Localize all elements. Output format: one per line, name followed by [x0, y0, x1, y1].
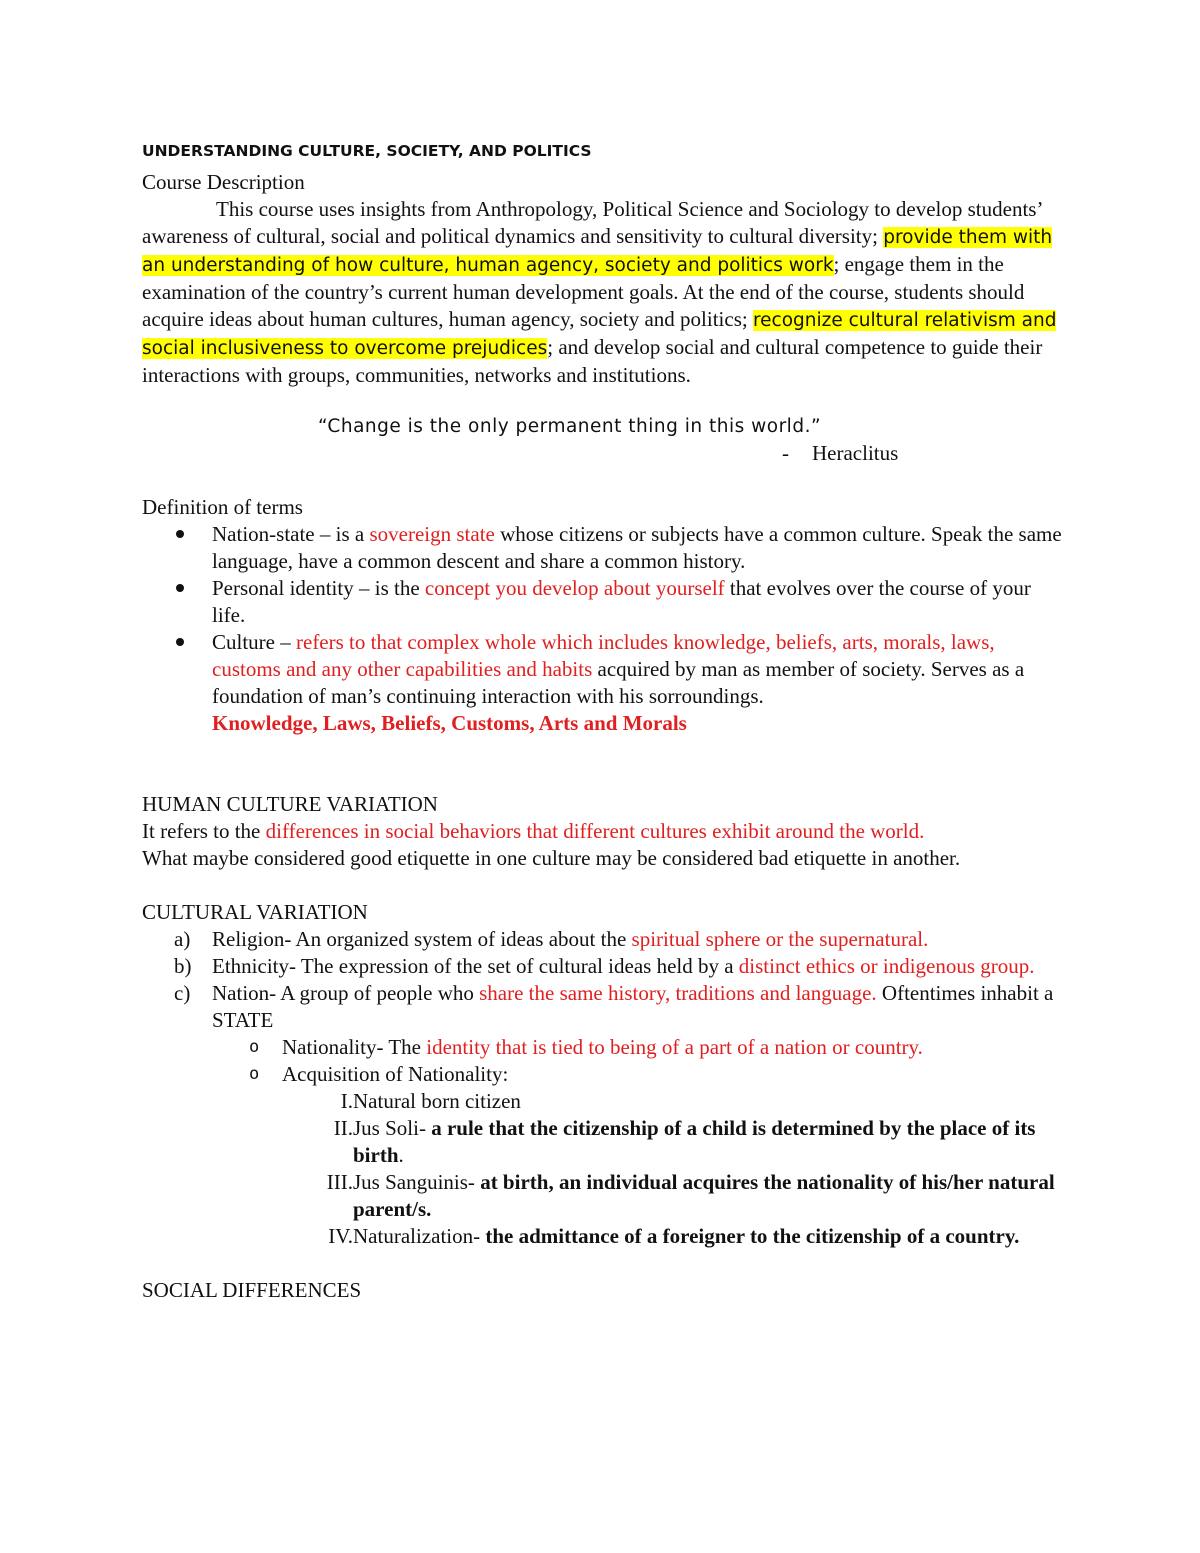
def-red: concept you develop about yourself	[424, 576, 725, 600]
def-red: refers to that complex whole which includes knowledge, beliefs, arts, morals, laws, customs and any other capabilities and habits	[212, 630, 995, 681]
sub-text-a: Nationality- The	[282, 1035, 427, 1059]
definitions-list	[142, 521, 1067, 737]
quote-author: Heraclitus	[812, 441, 899, 465]
cd-highlight-1: provide them with an understanding of how culture, human agency, society and politics work	[142, 227, 1053, 276]
roman-text-a: Naturalization-	[353, 1224, 486, 1248]
roman-list-item	[142, 1169, 1067, 1223]
roman-bold: a rule that the citizenship of a child is determined by the place of its birth	[353, 1116, 1036, 1167]
cultural-variation-list	[142, 926, 1067, 1034]
bullet-icon	[176, 584, 184, 592]
def-bold-red: Knowledge, Laws, Beliefs, Customs, Arts and Morals	[212, 711, 687, 735]
def-text-b: acquired by man as member of society. Serves as a foundation of man’s continuing interaction with his sorroundings.	[212, 657, 1025, 708]
list-marker: b)	[174, 954, 192, 978]
def-text-a: Nation-state – is a	[212, 522, 370, 546]
def-text-b: whose citizens or subjects have a common culture. Speak the same language, have a common descent and share a common history.	[212, 522, 1062, 573]
course-description-paragraph	[142, 196, 1067, 389]
hcv-text-b: What maybe considered good etiquette in one culture may be considered bad etiquette in another.	[142, 846, 961, 870]
list-marker: a)	[174, 927, 191, 951]
sub-list-item	[142, 1061, 1067, 1088]
cv-text-a: Nation- A group of people who	[212, 981, 480, 1005]
cd-text-1: This course uses insights from Anthropology, Political Science and Sociology to develop students’ awareness of cultural, social and political dynamics and sensitivity to cultural diversity;	[142, 197, 1042, 248]
hcv-red: differences in social behaviors that different cultures exhibit around the world.	[265, 819, 925, 843]
list-marker: c)	[174, 981, 191, 1005]
document-page	[142, 138, 1067, 1304]
hcv-paragraph	[142, 818, 1067, 872]
roman-marker: IV.	[328, 1224, 353, 1248]
roman-marker: II.	[333, 1116, 353, 1140]
list-item	[142, 980, 1067, 1034]
roman-marker: I.	[340, 1089, 353, 1113]
social-differences-heading: SOCIAL DIFFERENCES	[142, 1278, 362, 1302]
list-item	[142, 926, 1067, 953]
list-item	[142, 953, 1067, 980]
roman-text-a: Natural born citizen	[353, 1089, 521, 1113]
roman-text-c: .	[398, 1143, 404, 1167]
roman-text-a: Jus Soli-	[353, 1116, 432, 1140]
human-culture-variation-heading: HUMAN CULTURE VARIATION	[142, 792, 438, 816]
sub-text-a: Acquisition of Nationality:	[282, 1062, 509, 1086]
roman-list-item	[142, 1088, 1067, 1115]
bullet-icon	[176, 638, 184, 646]
cv-text-a: Ethnicity- The expression of the set of cultural ideas held by a	[212, 954, 739, 978]
hcv-text-a: It refers to the	[142, 819, 266, 843]
roman-text-a: Jus Sanguinis-	[353, 1170, 481, 1194]
cv-red: share the same history, traditions and language.	[479, 981, 877, 1005]
course-description-heading: Course Description	[142, 170, 305, 194]
cv-text-b: Oftentimes inhabit a STATE	[212, 981, 1054, 1032]
list-item	[142, 521, 1067, 575]
document-title: UNDERSTANDING CULTURE, SOCIETY, AND POLITICS	[142, 142, 592, 160]
circle-bullet-icon: o	[249, 1037, 260, 1057]
sub-list-item	[142, 1034, 1067, 1061]
def-text-a: Personal identity – is the	[212, 576, 425, 600]
roman-list-item	[142, 1223, 1067, 1250]
cv-red: distinct ethics or indigenous group.	[738, 954, 1035, 978]
attribution-dash: -	[782, 441, 789, 465]
list-item	[142, 575, 1067, 629]
circle-bullet-icon: o	[249, 1064, 260, 1084]
definitions-heading: Definition of terms	[142, 495, 303, 519]
roman-marker: III.	[326, 1170, 353, 1194]
def-red: sovereign state	[369, 522, 495, 546]
roman-bold: the admittance of a foreigner to the citizenship of a country.	[485, 1224, 1020, 1248]
cd-text-3: ; and develop social and cultural competence to guide their interactions with groups, communities, networks and institutions.	[142, 335, 1043, 387]
quote-text: “Change is the only permanent thing in this world.”	[318, 416, 822, 437]
cv-text-a: Religion- An organized system of ideas about the	[212, 927, 632, 951]
cd-text-2: ; engage them in the examination of the country’s current human development goals. At the end of the course, students should acquire ideas about human cultures, human agency, society and politics;	[142, 252, 1025, 331]
def-text-a: Culture –	[212, 630, 296, 654]
roman-list-item	[142, 1115, 1067, 1169]
cultural-variation-heading: CULTURAL VARIATION	[142, 900, 368, 924]
bullet-icon	[176, 530, 184, 538]
def-text-b: that evolves over the course of your life.	[212, 576, 1031, 627]
list-item	[142, 629, 1067, 737]
cd-highlight-2: recognize cultural relativism and social inclusiveness to overcome prejudices	[142, 310, 1057, 359]
quote-attribution	[142, 440, 1067, 467]
cv-red: spiritual sphere or the supernatural.	[631, 927, 929, 951]
sub-red: identity that is tied to being of a part of a nation or country.	[426, 1035, 923, 1059]
roman-bold: at birth, an individual acquires the nationality of his/her natural parent/s.	[353, 1170, 1055, 1221]
